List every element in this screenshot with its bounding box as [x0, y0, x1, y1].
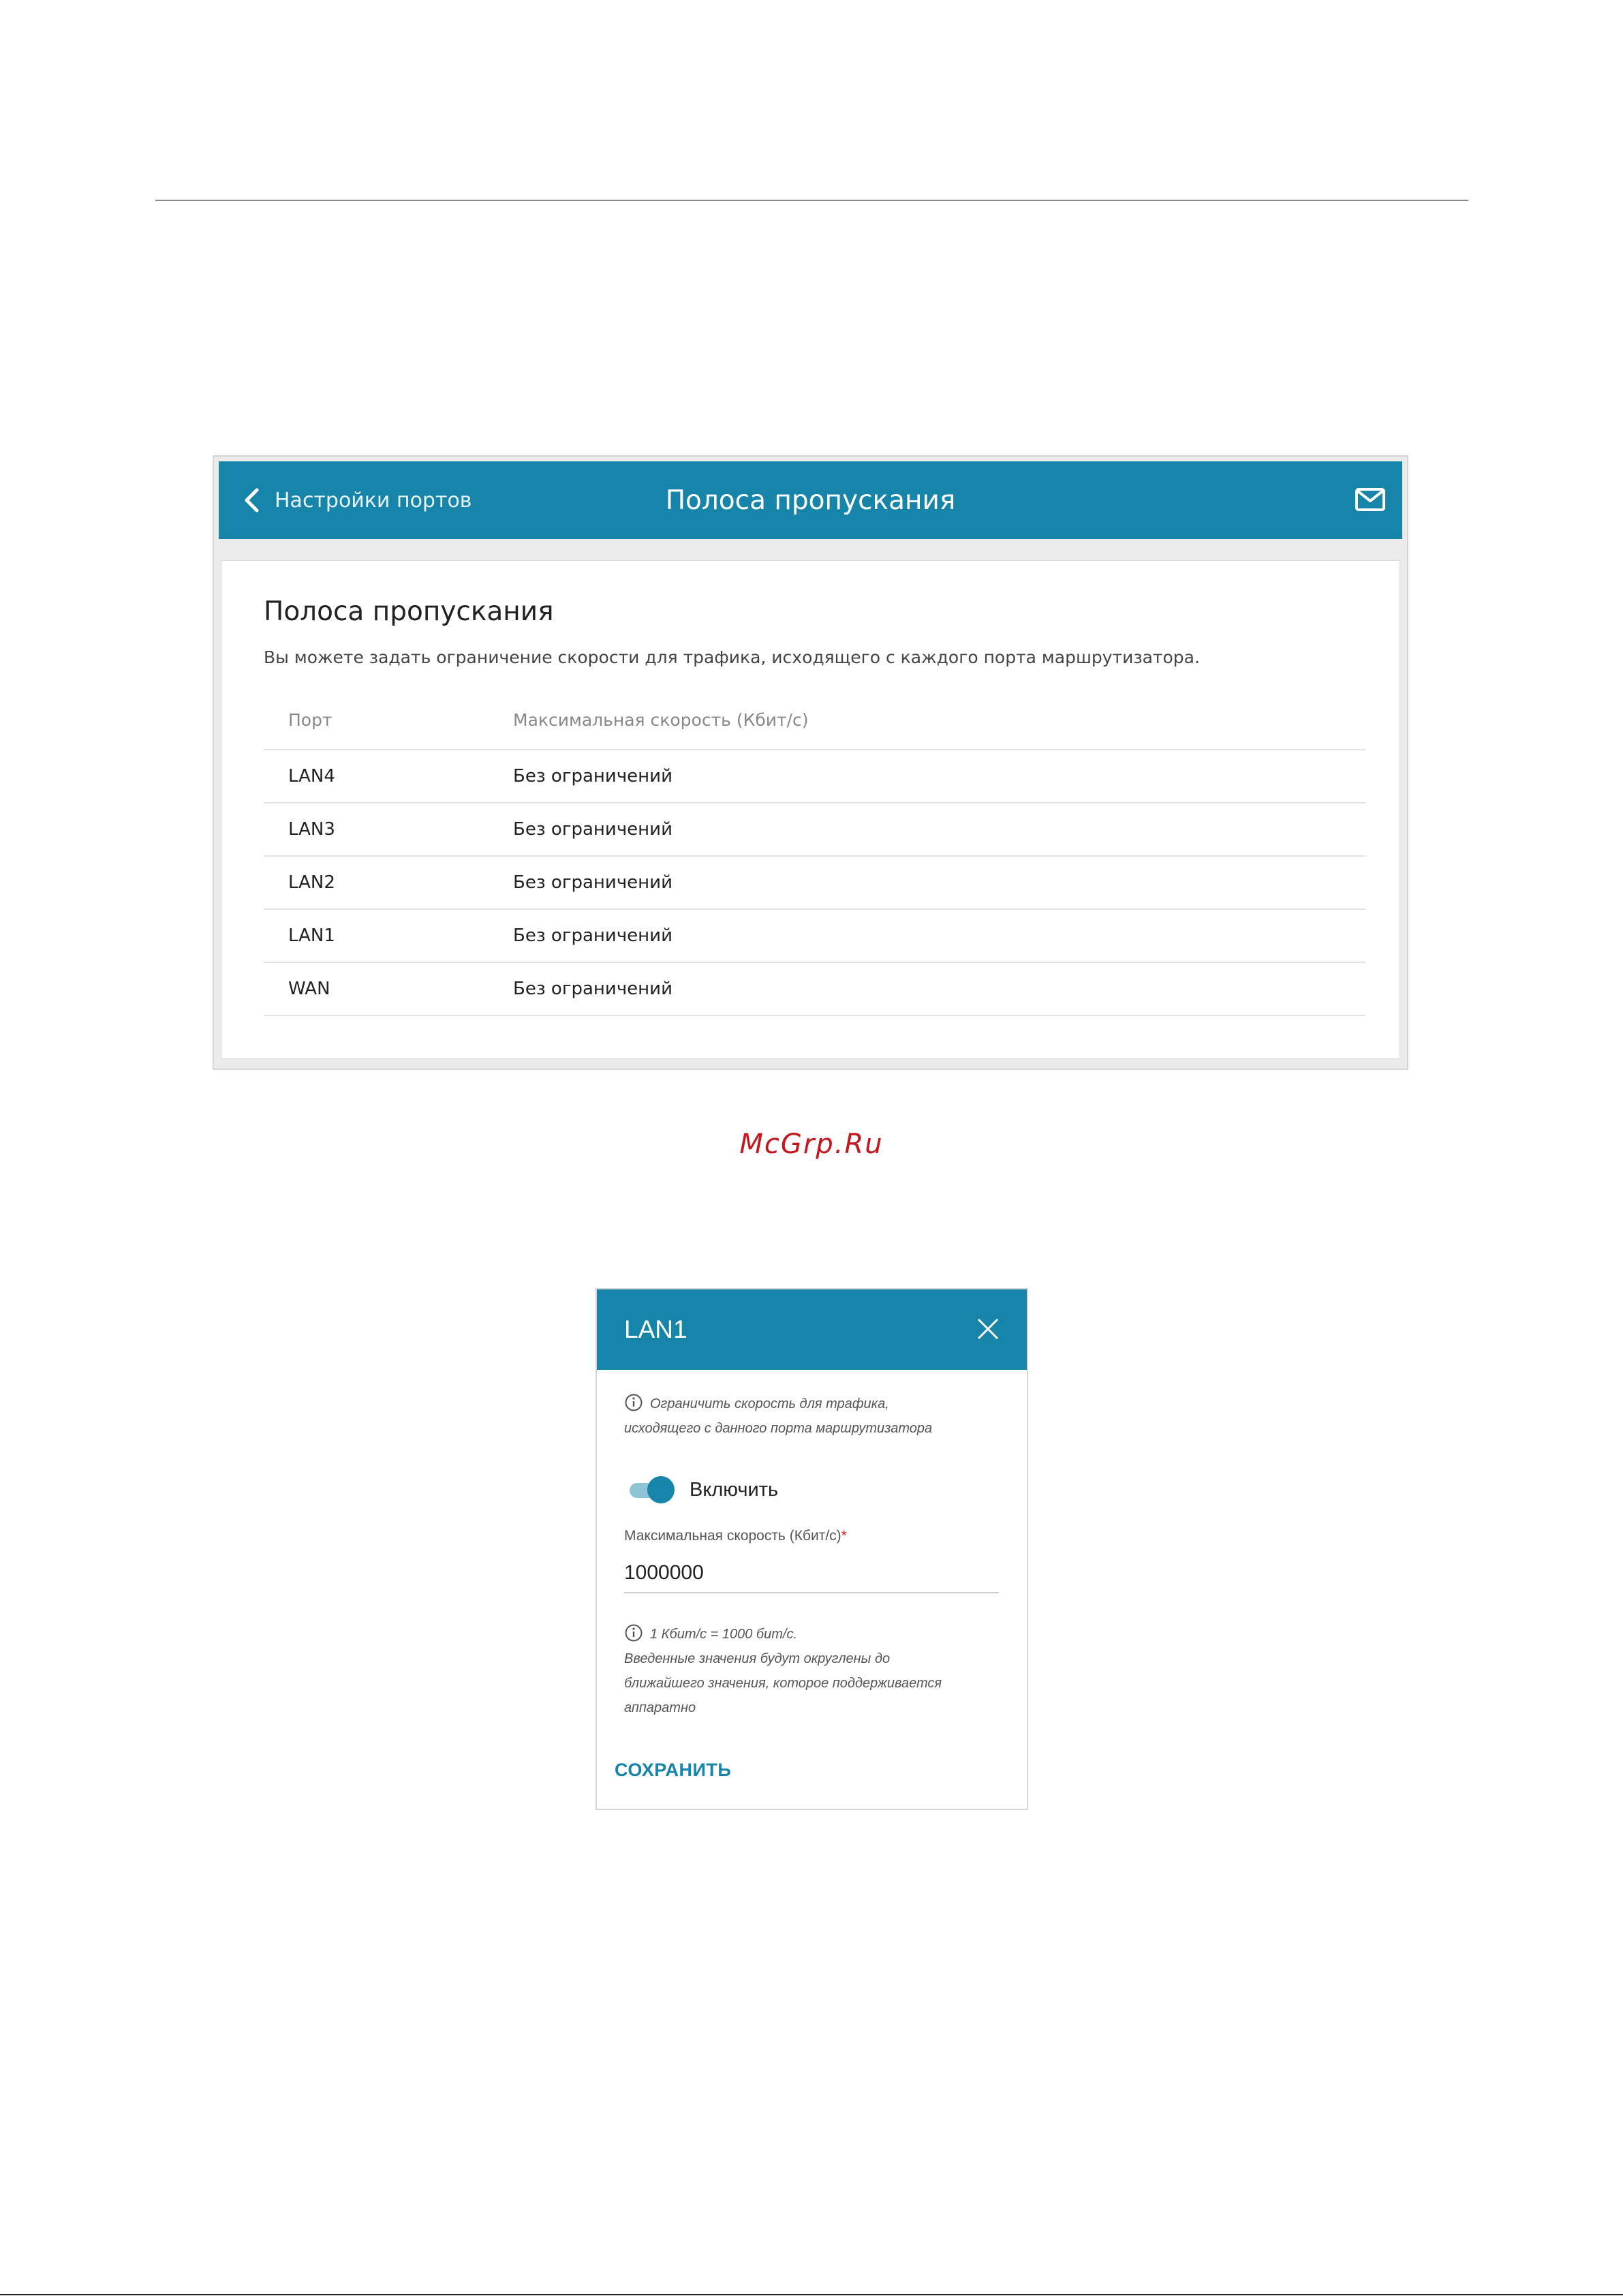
save-button[interactable]: СОХРАНИТЬ [615, 1760, 732, 1780]
port-cell: LAN4 [288, 766, 335, 786]
page-footer-rule [0, 2294, 1623, 2295]
chevron-left-icon [243, 488, 260, 512]
info-line-1: Ограничить скорость для трафика, [650, 1396, 889, 1411]
toggle-knob [647, 1476, 675, 1503]
enable-toggle-label: Включить [690, 1478, 779, 1501]
table-row[interactable] [264, 857, 1365, 910]
speed-cell: Без ограничений [513, 872, 673, 893]
note-line-1 [624, 1622, 1006, 1647]
enable-toggle[interactable] [630, 1475, 673, 1505]
max-speed-input[interactable] [624, 1554, 999, 1593]
dialog-title: LAN1 [624, 1315, 687, 1343]
page-title: Полоса пропускания [665, 485, 956, 516]
back-button[interactable] [243, 461, 472, 539]
max-speed-label [624, 1528, 847, 1544]
mail-icon[interactable] [1355, 487, 1386, 512]
info-line-2: исходящего с данного порта маршрутизатора [624, 1421, 933, 1436]
watermark: McGrp.Ru [739, 1129, 884, 1160]
lan1-dialog [596, 1288, 1028, 1810]
card-description: Вы можете задать ограничение скорости для трафика, исходящего с каждого порта маршрутизатора. [264, 647, 1200, 667]
speed-cell: Без ограничений [513, 766, 673, 786]
top-bar [219, 461, 1402, 539]
speed-cell: Без ограничений [513, 979, 673, 999]
note-line-2: Введенные значения будут округлены до [624, 1651, 891, 1666]
back-button-label: Настройки портов [275, 488, 472, 512]
page-header-rule [155, 200, 1468, 201]
column-header-speed: Максимальная скорость (Кбит/с) [513, 709, 809, 730]
table-row[interactable] [264, 750, 1365, 803]
bandwidth-card [221, 560, 1400, 1059]
card-title: Полоса пропускания [264, 596, 554, 627]
info-icon [624, 1623, 643, 1642]
note-line-3: ближайшего значения, которое поддерживается [624, 1676, 942, 1691]
port-cell: LAN3 [288, 819, 335, 840]
port-cell: LAN1 [288, 925, 335, 946]
speed-note [624, 1622, 1006, 1720]
table-row[interactable] [264, 963, 1365, 1016]
dialog-header [597, 1289, 1027, 1370]
note-line-4: аппаратно [624, 1700, 696, 1715]
table-row[interactable] [264, 803, 1365, 857]
max-speed-label-text: Максимальная скорость (Кбит/с) [624, 1528, 841, 1544]
table-row[interactable] [264, 910, 1365, 963]
column-header-port: Порт [288, 709, 333, 730]
bandwidth-table [264, 690, 1365, 1016]
table-header [264, 690, 1365, 750]
info-text [624, 1392, 889, 1416]
info-icon [624, 1393, 643, 1412]
required-mark: * [841, 1528, 847, 1544]
speed-cell: Без ограничений [513, 925, 673, 946]
note-line-1-text: 1 Кбит/с = 1000 бит/с. [650, 1627, 798, 1642]
speed-cell: Без ограничений [513, 819, 673, 840]
port-cell: LAN2 [288, 872, 335, 893]
port-cell: WAN [288, 979, 330, 999]
bandwidth-screenshot [213, 455, 1408, 1070]
close-icon[interactable] [976, 1317, 1000, 1341]
